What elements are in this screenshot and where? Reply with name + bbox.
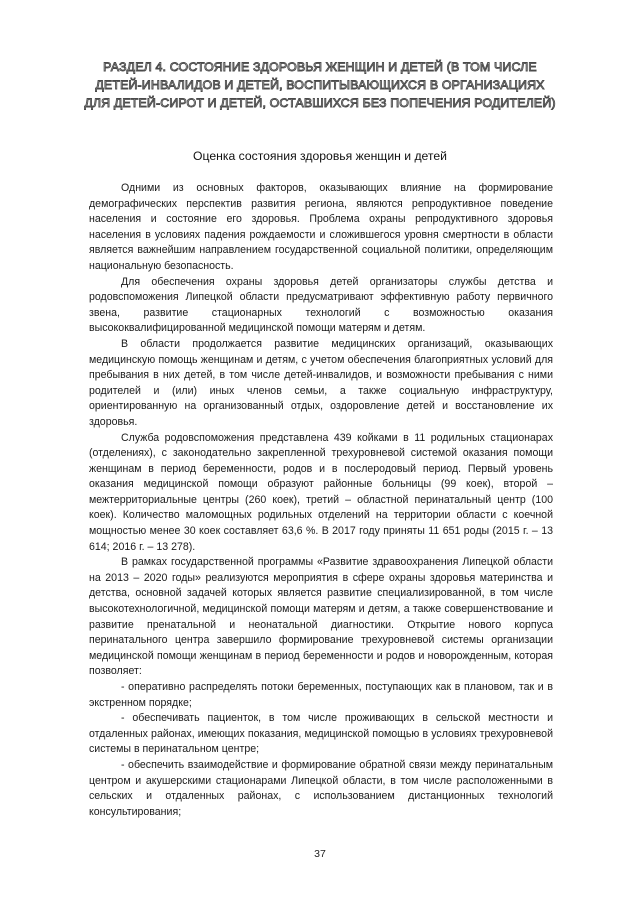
list-item: - обеспечить взаимодействие и формирование обратной связи между перинатальным центром и акушерскими стационарами Липецкой области, в том числе расположенными в сельских и отдаленных районах, с использованием дистанционных технологий консультирования; [89, 758, 553, 818]
paragraph: Для обеспечения охраны здоровья детей организаторы службы детства и родовспоможения Липецкой области предусматривают эффективную работу первичного звена, развитие стационарных технологий с возможностью оказания высококвалифицированной медицинской помощи матерям и детям. [89, 275, 553, 335]
body-text [89, 181, 553, 820]
paragraph: Одними из основных факторов, оказывающих влияние на формирование демографических перспектив развития региона, являются репродуктивное поведение населения и состояние его здоровья. Проблема охраны репродуктивного здоровья населения в условиях падения рождаемости и сложившегося уровня смертности в области является важнейшим направлением государственной социальной политики, определяющим национальную безопасность. [89, 182, 553, 272]
list-item: - оперативно распределять потоки беременных, поступающих как в плановом, так и в экстренном порядке; [89, 681, 553, 709]
subsection-title: Оценка состояния здоровья женщин и детей [193, 149, 447, 163]
section-header-line: РАЗДЕЛ 4. СОСТОЯНИЕ ЗДОРОВЬЯ ЖЕНЩИН И ДЕТЕЙ (В ТОМ ЧИСЛЕ [103, 60, 537, 74]
paragraph: В области продолжается развитие медицинских организаций, оказывающих медицинскую помощь женщинам и детям, с учетом обеспечения благоприятных условий для пребывания в них детей, в том числе детей-инвалидов, и возможности пребывания с ними родителей и (или) иных членов семьи, а также социальную инфраструктуру, ориентированную на организованный отдых, оздоровление детей и восстановление их здоровья. [89, 337, 553, 428]
section-header-line: ДЛЯ ДЕТЕЙ-СИРОТ И ДЕТЕЙ, ОСТАВШИХСЯ БЕЗ ПОПЕЧЕНИЯ РОДИТЕЛЕЙ) [84, 96, 556, 110]
section-header [60, 58, 580, 112]
paragraph: В рамках государственной программы «Развитие здравоохранения Липецкой области на 2013 – 2020 годы» реализуются мероприятия в сфере охраны здоровья материнства и детства, основной задачей которых является развитие специализированной, в том числе высокотехнологичной, медицинской помощи матерям и детям, а также совершенствование и развитие пренатальной и неонатальной диагностики. Открытие нового корпуса перинатального центра завершило формирование трехуровневой системы организации медицинской помощи женщинам в период беременности и родов и новорожденным, которая позволяет: [89, 556, 553, 678]
page-number: 37 [314, 848, 326, 860]
section-header-line: ДЕТЕЙ-ИНВАЛИДОВ И ДЕТЕЙ, ВОСПИТЫВАЮЩИХСЯ В ОРГАНИЗАЦИЯХ [95, 78, 545, 92]
list-item: - обеспечивать пациенток, в том числе проживающих в сельской местности и отдаленных районах, имеющих показания, медицинской помощью в условиях трехуровневой системы в перинатальном центре; [89, 712, 553, 756]
paragraph: Служба родовспоможения представлена 439 койками в 11 родильных стационарах (отделениях), с законодательно закрепленной трехуровневой системой оказания помощи женщинам в период беременности, родов и в послеродовый период. Первый уровень оказания медицинской помощи образуют районные больницы (99 коек), второй – межтерриториальные центры (260 коек), третий – областной перинатальный центр (100 коек). Количество маломощных родильных отделений на территории области с коечной мощностью менее 30 коек составляет 63,6 %. В 2017 году приняты 11 651 роды (2015 г. – 13 614; 2016 г. – 13 278). [89, 431, 553, 553]
